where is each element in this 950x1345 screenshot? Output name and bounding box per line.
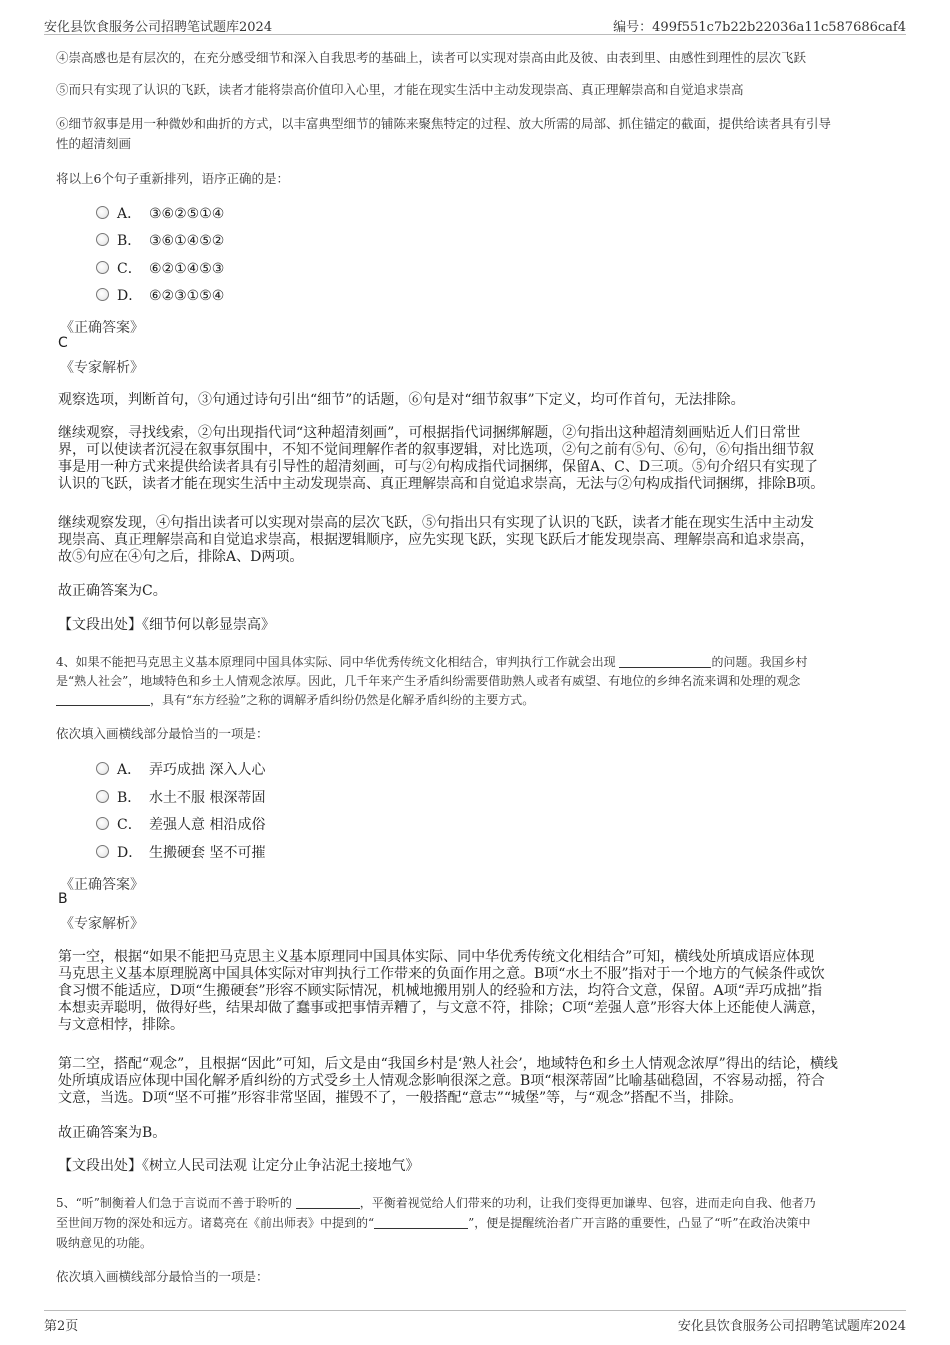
text-span: ，平衡着视觉给人们带来的功利，让我们变得更加谦卑、包容，进而走向自我、他者乃 — [359, 1196, 816, 1210]
question-4-line-3 — [56, 690, 894, 710]
option-text: 水土不服 根深蒂固 — [149, 790, 266, 806]
option-c[interactable] — [96, 259, 224, 279]
option-text: ③⑥①④⑤② — [149, 233, 225, 249]
radio-icon[interactable] — [96, 206, 109, 219]
conclusion: 故正确答案为C。 — [58, 583, 167, 599]
radio-icon[interactable] — [96, 261, 109, 274]
text-line: 界，可以使读者沉浸在叙事氛围中，不知不觉间理解作者的叙事逻辑，对比选项，②句之前有⑤句、⑥句，⑥句指出细节叙 — [58, 442, 814, 458]
option-letter: B． — [117, 233, 142, 249]
option-letter: D． — [117, 845, 143, 861]
question-prompt: 将以上6个句子重新排列，语序正确的是： — [56, 171, 289, 186]
question-5-line-2 — [56, 1213, 894, 1233]
question-prompt: 依次填入画横线部分最恰当的一项是： — [56, 1269, 269, 1284]
fill-blank — [56, 705, 150, 706]
option-text: ⑥②①④⑤③ — [149, 261, 225, 277]
fill-blank — [374, 1228, 468, 1229]
option-a[interactable] — [96, 204, 224, 224]
text-line: 食习惯不能适应，D项“生搬硬套”形容不顾实际情况，机械地搬用别人的经验和方法，均符合文意，保留。A项“弄巧成拙”指 — [58, 983, 822, 999]
option-letter: C． — [117, 817, 142, 833]
analysis-paragraph-1: 观察选项，判断首句，③句通过诗句引出“细节”的话题，⑥句是对“细节叙事”下定义，均可作首句，无法排除。 — [58, 392, 745, 408]
text-line: 故⑤句应在④句之后，排除A、D两项。 — [58, 549, 304, 565]
analysis-paragraph-2 — [58, 1056, 894, 1107]
text-line: 继续观察，寻找线索，②句出现指代词“这种超清刻画”，可根据指代词捆绑解题，②句指出这种超清刻画贴近人们日常世 — [58, 425, 801, 441]
radio-icon[interactable] — [96, 845, 109, 858]
analysis-paragraph-2 — [58, 425, 894, 493]
text-span: 至世间万物的深处和远方。诸葛亮在《前出师表》中提到的“ — [56, 1216, 375, 1230]
fill-blank — [619, 667, 711, 668]
option-text: ③⑥②⑤①④ — [149, 206, 225, 222]
option-text: ⑥②③①⑤④ — [149, 288, 225, 304]
analysis-paragraph-3 — [58, 515, 894, 566]
source: 【文段出处】《细节何以彰显崇高》 — [58, 617, 275, 633]
option-letter: B． — [117, 790, 142, 806]
text-line: 文意，当选。D项“坚不可摧”形容非常坚固，摧毁不了，一般搭配“意志”“城堡”等，与“观念”搭配不当，排除。 — [58, 1090, 743, 1106]
radio-icon[interactable] — [96, 288, 109, 301]
document-id: 编号：499f551c7b22b22036a11c587686caf4 — [613, 20, 906, 35]
option-letter: A． — [117, 206, 142, 222]
answer-label: 《正确答案》 — [60, 320, 144, 336]
text-span: ”，便是提醒统治者广开言路的重要性，凸显了“听”在政治决策中 — [468, 1216, 811, 1230]
text-line: 事是用一种方式来提供给读者具有引导性的超清刻画，可与②句构成指代词捆绑，保留A、C、D三项。⑤句介绍只有实现了 — [58, 459, 819, 475]
answer-value: C — [58, 335, 68, 351]
sentence-6: ⑥细节叙事是用一种微妙和曲折的方式，以丰富典型细节的铺陈来聚焦特定的过程、放大所需的局部、抓住锚定的截面，提供给读者具有引导 — [56, 116, 832, 131]
text-span: 5、“听”制衡着人们急于言说而不善于聆听的 — [56, 1196, 292, 1210]
answer-value: B — [58, 891, 68, 907]
analysis-label: 《专家解析》 — [60, 360, 144, 376]
text-line: 与文意相悖，排除。 — [58, 1017, 184, 1033]
text-line: 第二空，搭配“观念”，且根据“因此”可知，后文是由“我国乡村是‘熟人社会’，地域特色和乡土人情观念浓厚”得出的结论，横线 — [58, 1056, 838, 1072]
option-letter: A． — [117, 762, 142, 778]
page-header — [44, 14, 906, 35]
sentence-6-cont: 性的超清刻画 — [56, 136, 132, 151]
fill-blank — [296, 1208, 360, 1209]
source: 【文段出处】《树立人民司法观 让定分止争沾泥土接地气》 — [58, 1158, 420, 1174]
text-line: 认识的飞跃，读者才能在现实生活中主动发现崇高、真正理解崇高和自觉追求崇高，无法与②句构成指代词捆绑，排除B项。 — [58, 476, 825, 492]
conclusion: 故正确答案为B。 — [58, 1125, 167, 1141]
text-line: 处所填成语应体现中国化解矛盾纠纷的方式受乡土人情观念影响很深之意。B项“根深蒂固”比喻基础稳固，不容易动摇，符合 — [58, 1073, 825, 1089]
option-c[interactable] — [96, 815, 265, 835]
option-b[interactable] — [96, 788, 265, 808]
analysis-label: 《专家解析》 — [60, 916, 144, 932]
radio-icon[interactable] — [96, 762, 109, 775]
question-5-line-3: 吸纳意见的功能。 — [56, 1236, 153, 1250]
page-number: 第2页 — [44, 1319, 79, 1334]
radio-icon[interactable] — [96, 790, 109, 803]
radio-icon[interactable] — [96, 233, 109, 246]
page-footer — [44, 1310, 906, 1334]
option-a[interactable] — [96, 760, 265, 780]
option-text: 生搬硬套 坚不可摧 — [149, 845, 266, 861]
text-line: 马克思主义基本原理脱离中国具体实际对审判执行工作带来的负面作用之意。B项“水土不服”指对于一个地方的气候条件或饮 — [58, 966, 825, 982]
option-d[interactable] — [96, 286, 224, 306]
sentence-5: ⑤而只有实现了认识的飞跃，读者才能将崇高价值印入心里，才能在现实生活中主动发现崇高、真正理解崇高和自觉追求崇高 — [56, 82, 744, 97]
option-d[interactable] — [96, 843, 265, 863]
text-span: 的问题。我国乡村 — [711, 655, 808, 669]
option-text: 弄巧成拙 深入人心 — [149, 762, 266, 778]
header-title: 安化县饮食服务公司招聘笔试题库2024 — [44, 20, 273, 35]
option-letter: C． — [117, 261, 142, 277]
text-line: 第一空，根据“如果不能把马克思主义基本原理同中国具体实际、同中华优秀传统文化相结合”可知，横线处所填成语应体现 — [58, 949, 815, 965]
option-b[interactable] — [96, 231, 224, 251]
question-4-line-1 — [56, 652, 894, 672]
text-span: 4、如果不能把马克思主义基本原理同中国具体实际、同中华优秀传统文化相结合，审判执行工作就会出现 — [56, 655, 616, 669]
answer-label: 《正确答案》 — [60, 877, 144, 893]
question-5-line-1 — [56, 1193, 894, 1213]
text-span: ，具有“东方经验”之称的调解矛盾纠纷仍然是化解矛盾纠纷的主要方式。 — [150, 693, 535, 707]
radio-icon[interactable] — [96, 817, 109, 830]
sentence-4: ④崇高感也是有层次的，在充分感受细节和深入自我思考的基础上，读者可以实现对崇高由此及彼、由表到里、由感性到理性的层次飞跃 — [56, 50, 807, 65]
question-4-line-2: 是“熟人社会”，地域特色和乡土人情观念浓厚。因此，几千年来产生矛盾纠纷需要借助熟人或者有威望、有地位的乡绅名流来调和处理的观念 — [56, 674, 801, 688]
analysis-paragraph-1 — [58, 949, 894, 1034]
text-line: 继续观察发现，④句指出读者可以实现对崇高的层次飞跃，⑤句指出只有实现了认识的飞跃，读者才能在现实生活中主动发 — [58, 515, 814, 531]
option-letter: D． — [117, 288, 143, 304]
text-line: 现崇高、真正理解崇高和自觉追求崇高，根据逻辑顺序，应先实现飞跃，实现飞跃后才能发现崇高、理解崇高和追求崇高， — [58, 532, 814, 548]
footer-title: 安化县饮食服务公司招聘笔试题库2024 — [677, 1319, 906, 1334]
question-prompt: 依次填入画横线部分最恰当的一项是： — [56, 726, 269, 741]
option-text: 差强人意 相沿成俗 — [149, 817, 266, 833]
text-line: 本想卖弄聪明，做得好些，结果却做了蠢事或把事情弄糟了，与文意不符，排除；C项“差强人意”形容大体上还能使人满意， — [58, 1000, 826, 1016]
